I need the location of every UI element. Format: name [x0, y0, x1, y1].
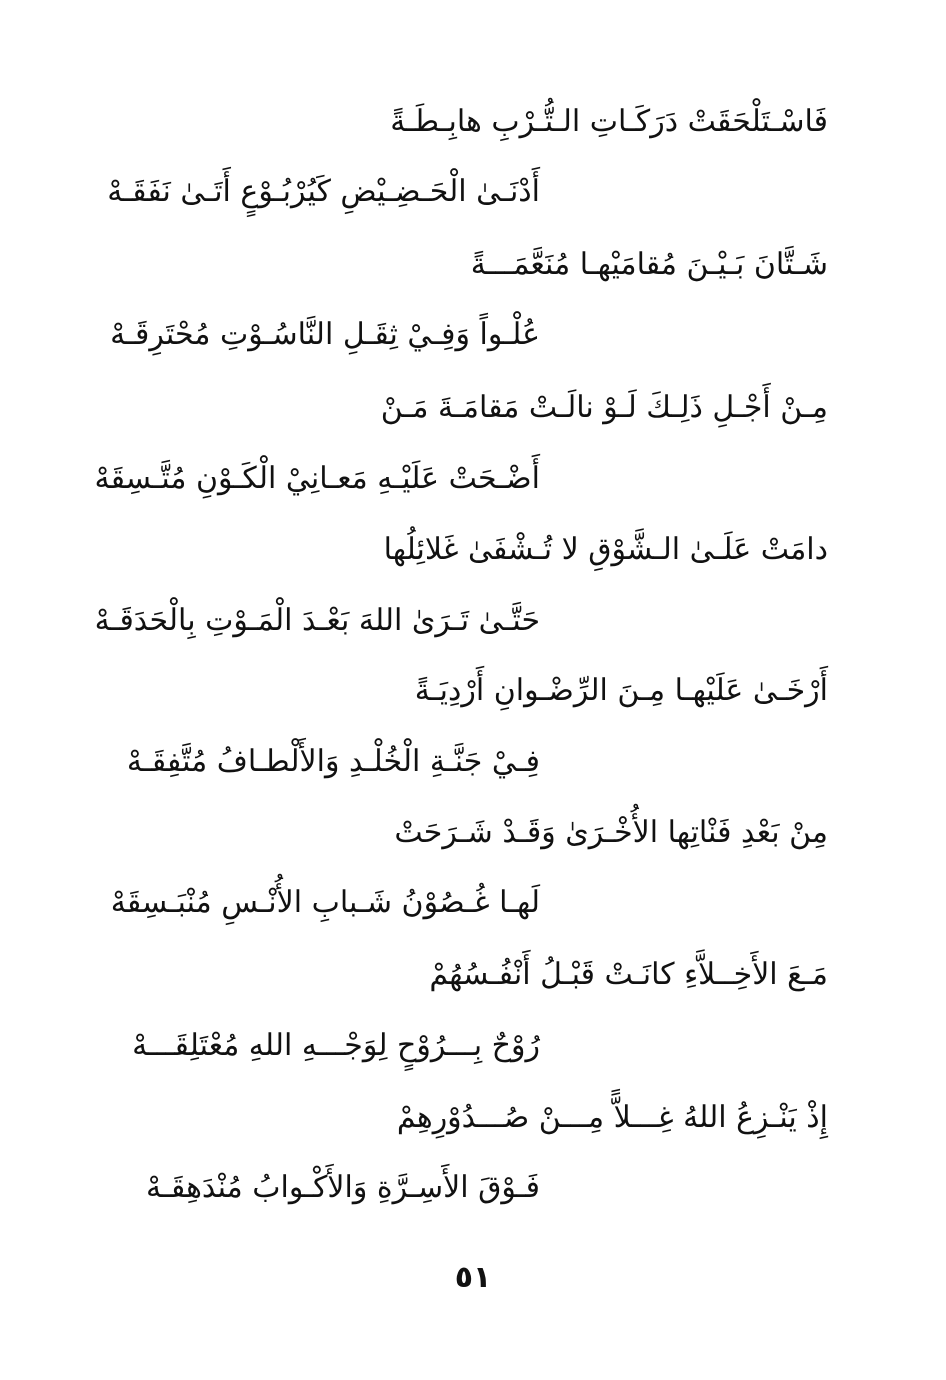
verse-line-8-ajuz: فَـوْقَ الأَسِـرَّةِ وَالأَكْـوابُ مُنْدَهِقَـهْ [146, 1170, 540, 1205]
page-number: ٥١ [454, 1260, 492, 1295]
verse-line-2-sadr: شَـتَّانَ بَـيْـنَ مُقامَيْهـا مُنَعَّمَـــةً [470, 247, 828, 282]
verse-line-3-sadr: مِـنْ أَجْـلِ ذَلِـكَ لَـوْ نالَـتْ مَقامَـةَ مَـنْ [380, 390, 828, 425]
verse-line-6-ajuz: لَهـا غُـصُوْنُ شَـبابِ الأُنْـسِ مُنْبَـسِقَهْ [110, 885, 540, 920]
verse-line-6-sadr: مِنْ بَعْدِ فَنْاتِها الأُخْـرَىٰ وَقَـدْ شَـرَحَتْ [394, 815, 828, 850]
verse-line-7-sadr: مَـعَ الأَخِــلاَّءِ كانَـتْ قَبْـلُ أَنْفُـسُهُمْ [429, 957, 828, 992]
verse-line-4-ajuz: حَتَّـىٰ تَـرَىٰ اللهَ بَعْـدَ الْمَـوْتِ بِالْحَدَقَـهْ [94, 603, 540, 638]
verse-line-7-ajuz: رُوْحٌ بِـــرُوْحٍ لِوَجْـــهِ اللهِ مُعْتَلِقَـــهْ [132, 1028, 540, 1063]
verse-line-5-sadr: أَرْخَـىٰ عَلَيْهـا مِـنَ الرِّضْـوانِ أَرْدِيَـةً [414, 673, 828, 708]
verse-line-1-sadr: فَاسْـتَلْحَقَتْ دَرَكَـاتِ الـتُّـرْبِ هابِـطَـةً [390, 104, 828, 139]
verse-line-5-ajuz: فِـيْ جَنَّـةِ الْخُلْـدِ وَالأَلْطـافُ مُتَّفِقَـهْ [126, 744, 540, 779]
verse-line-8-sadr: إِذْ يَنْـزِعُ اللهُ غِـــلاًّ مِـــنْ صُـــدُوْرِهِمْ [396, 1100, 828, 1135]
verse-line-3-ajuz: أَضْـحَتْ عَلَيْـهِ مَعـانِيْ الْكَـوْنِ مُتَّـسِقَهْ [94, 461, 540, 496]
verse-line-2-ajuz: عُلْـواً وَفِـيْ ثِقَـلِ النَّاسُـوْتِ مُحْتَرِقَـهْ [110, 317, 540, 352]
verse-line-4-sadr: دامَتْ عَلَـىٰ الـشَّوْقِ لا تُـشْفَىٰ غَلائِلُها [383, 532, 828, 567]
verse-line-1-ajuz: أَدْنَـىٰ الْحَـضِـيْضِ كَيُرْبُـوْعٍ أَتَـىٰ نَفَقَـهْ [107, 174, 540, 209]
